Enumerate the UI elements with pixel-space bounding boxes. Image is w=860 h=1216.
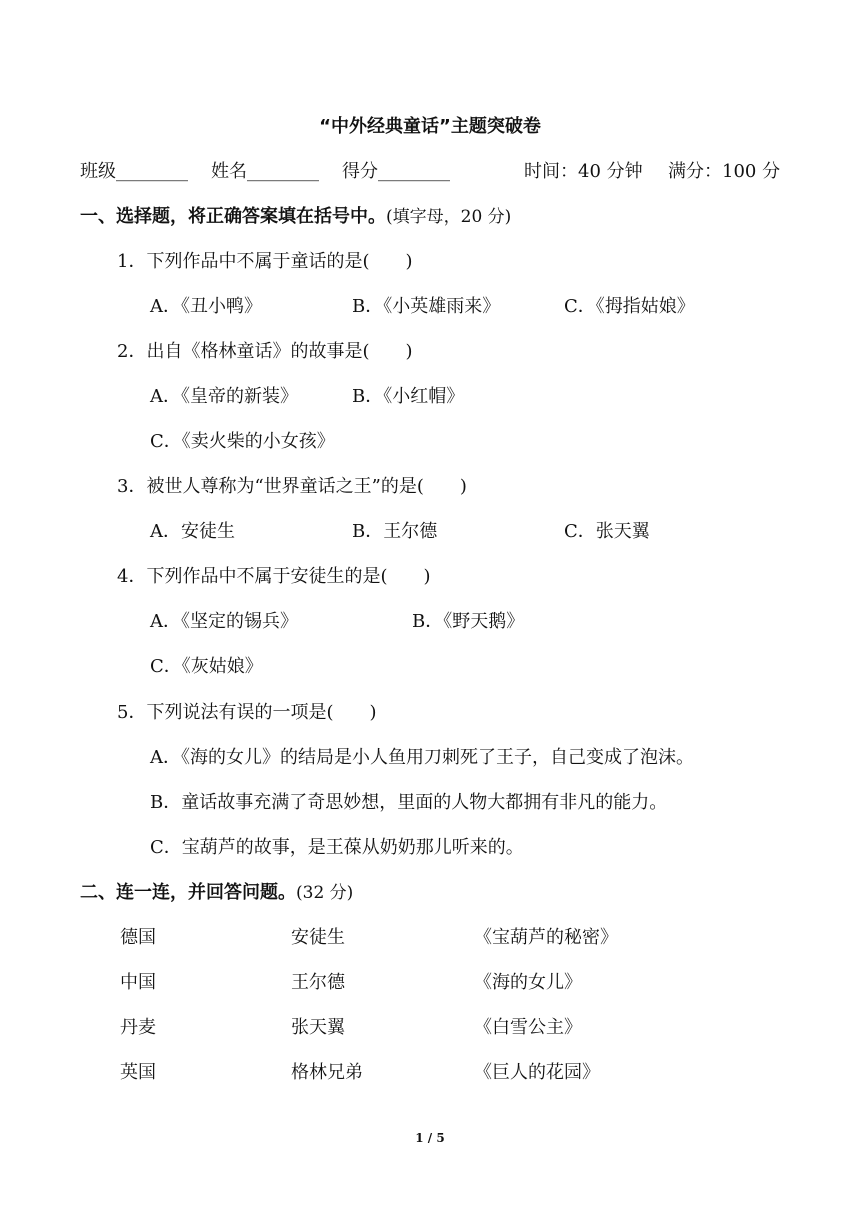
q2-option-b: B．《小红帽》 — [352, 386, 465, 407]
q4-option-c: C．《灰姑娘》 — [150, 656, 263, 677]
section1-heading: 一、选择题，将正确答案填在括号中。 — [80, 206, 386, 227]
section2-heading-row — [80, 884, 353, 902]
work-item: 《巨人的花园》 — [474, 1062, 600, 1083]
full-score-info: 满分：100 分 — [668, 161, 781, 182]
section2-heading: 二、连一连，并回答问题。 — [80, 882, 296, 903]
class-field: 班级________ — [80, 161, 188, 182]
question-text: 下列说法有误的一项是( ) — [146, 702, 377, 723]
question-number: 3． — [117, 476, 147, 497]
q1-option-a: A．《丑小鸭》 — [150, 296, 262, 317]
question-number: 1． — [117, 251, 147, 272]
question-text: 下列作品中不属于童话的是( ) — [146, 251, 413, 272]
question-4 — [117, 568, 431, 586]
q2-option-c: C．《卖火柴的小女孩》 — [150, 431, 335, 452]
author-item: 安徒生 — [291, 927, 345, 948]
page-number: 1 / 5 — [415, 1131, 445, 1145]
q4-option-a: A．《坚定的锡兵》 — [150, 611, 298, 632]
q3-option-a: A．安徒生 — [150, 521, 235, 542]
time-info: 时间：40 分钟 — [524, 161, 643, 182]
section1-heading-row — [80, 208, 511, 226]
country-item: 德国 — [120, 927, 156, 948]
q5-option-b: B．童话故事充满了奇思妙想，里面的人物大都拥有非凡的能力。 — [150, 792, 668, 813]
q2-option-a: A．《皇帝的新装》 — [150, 386, 298, 407]
page-title: “中外经典童话”主题突破卷 — [319, 116, 541, 137]
author-item: 张天翼 — [291, 1017, 345, 1038]
q5-option-a: A．《海的女儿》的结局是小人鱼用刀刺死了王子，自己变成了泡沫。 — [150, 747, 694, 768]
author-item: 王尔德 — [291, 972, 345, 993]
question-number: 2． — [117, 341, 147, 362]
work-item: 《宝葫芦的秘密》 — [474, 927, 618, 948]
section2-note: (32 分) — [296, 883, 354, 903]
score-field: 得分________ — [342, 161, 450, 182]
q5-option-c: C．宝葫芦的故事，是王葆从奶奶那儿听来的。 — [150, 837, 524, 858]
question-text: 被世人尊称为“世界童话之王”的是( ) — [146, 476, 467, 497]
q4-option-b: B．《野天鹅》 — [412, 611, 525, 632]
question-number: 4． — [117, 566, 147, 587]
question-2 — [117, 343, 413, 361]
q3-option-b: B．王尔德 — [352, 521, 438, 542]
question-5 — [117, 704, 377, 722]
q1-option-c: C．《拇指姑娘》 — [564, 296, 695, 317]
question-text: 出自《格林童话》的故事是( ) — [146, 341, 413, 362]
q1-option-b: B．《小英雄雨来》 — [352, 296, 501, 317]
country-item: 英国 — [120, 1062, 156, 1083]
country-item: 丹麦 — [120, 1017, 156, 1038]
work-item: 《海的女儿》 — [474, 972, 582, 993]
name-field: 姓名________ — [211, 161, 319, 182]
question-text: 下列作品中不属于安徒生的是( ) — [146, 566, 431, 587]
section1-note: (填字母，20 分) — [386, 207, 512, 227]
question-number: 5． — [117, 702, 147, 723]
question-3 — [117, 478, 467, 496]
q3-option-c: C．张天翼 — [564, 521, 650, 542]
question-1 — [117, 253, 413, 271]
author-item: 格林兄弟 — [291, 1062, 363, 1083]
country-item: 中国 — [120, 972, 156, 993]
work-item: 《白雪公主》 — [474, 1017, 582, 1038]
